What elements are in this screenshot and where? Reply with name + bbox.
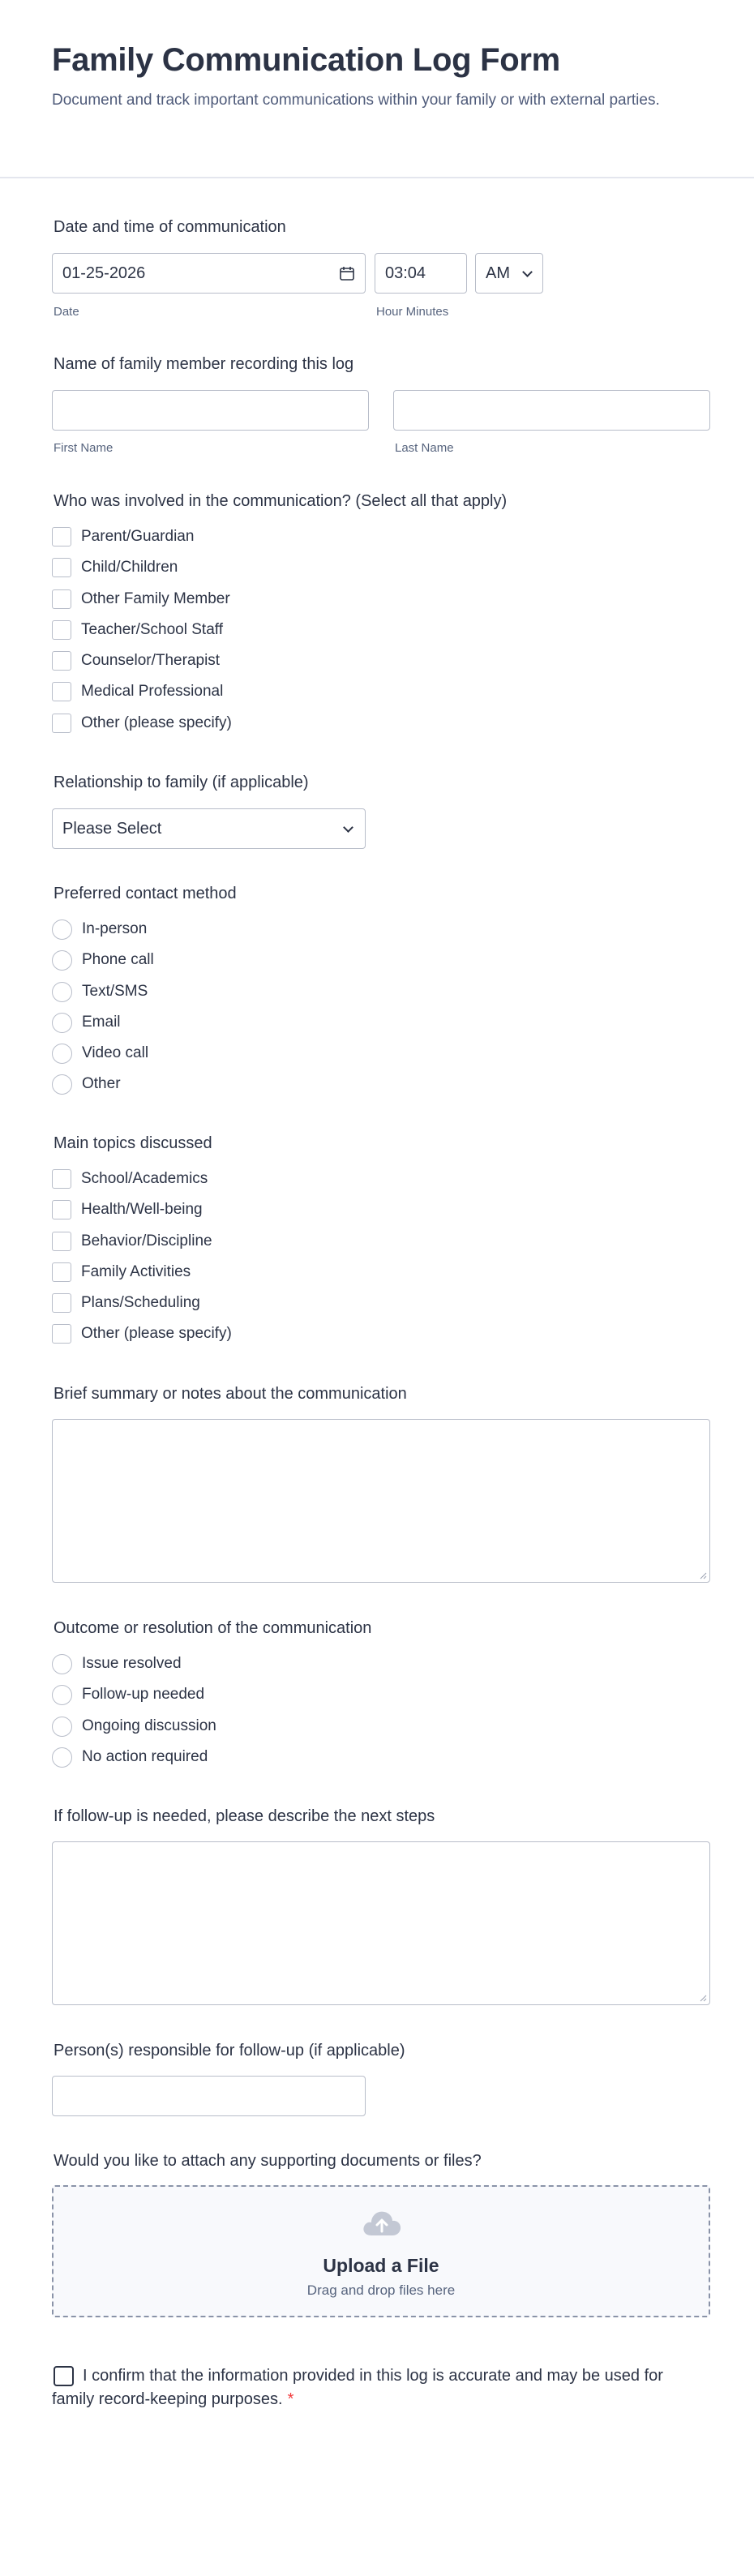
date-input[interactable] [52,253,366,294]
followup-label: If follow-up is needed, please describe the next steps [54,1807,435,1825]
resize-grip-icon[interactable] [699,1571,707,1579]
contact-option[interactable]: Other [52,1074,121,1095]
responsible-label: Person(s) responsible for follow-up (if applicable) [54,2042,405,2060]
time-sublabel: Hour Minutes [376,305,449,319]
radio[interactable] [52,950,72,971]
involved-option[interactable]: Child/Children [52,557,178,578]
radio[interactable] [52,1013,72,1033]
upload-subtitle: Drag and drop files here [306,2282,456,2298]
outcome-option[interactable]: Ongoing discussion [52,1716,216,1737]
responsible-input[interactable] [52,2076,366,2116]
chevron-down-icon [343,822,353,833]
checkbox[interactable] [52,682,71,701]
topic-option[interactable]: Plans/Scheduling [52,1292,200,1314]
time-input[interactable] [375,253,467,294]
checkbox[interactable] [52,620,71,640]
confirm-text: I confirm that the information provided in this log is accurate and may be used for family record-keeping purposes. [52,2367,663,2408]
contact-option[interactable]: Email [52,1012,121,1033]
contact-option[interactable]: Video call [52,1043,148,1064]
checkbox[interactable] [52,1262,71,1282]
outcome-option[interactable]: Issue resolved [52,1653,182,1674]
ampm-value: AM [486,264,510,282]
involved-option[interactable]: Other Family Member [52,589,230,610]
calendar-icon[interactable] [339,265,355,281]
last-name-input[interactable] [393,390,710,431]
checkbox[interactable] [52,1293,71,1313]
topic-option[interactable]: Behavior/Discipline [52,1231,212,1252]
ampm-select[interactable] [475,253,543,294]
attach-label: Would you like to attach any supporting documents or files? [54,2152,482,2170]
confirm-checkbox[interactable] [54,2366,74,2386]
involved-option[interactable]: Medical Professional [52,681,223,702]
form-subtitle: Document and track important communications within your family or with external parties. [52,92,660,109]
topic-option[interactable]: Other (please specify) [52,1323,232,1344]
summary-textarea[interactable] [52,1419,710,1583]
first-name-sublabel: First Name [54,441,114,455]
relationship-select[interactable] [52,808,366,849]
topic-option[interactable]: School/Academics [52,1168,208,1189]
outcome-option[interactable]: Follow-up needed [52,1684,204,1705]
relationship-selected: Please Select [62,819,162,838]
involved-label: Who was involved in the communication? (Select all that apply) [54,492,508,510]
contact-label: Preferred contact method [54,885,237,902]
relationship-label: Relationship to family (if applicable) [54,774,309,791]
contact-option[interactable]: In-person [52,919,147,940]
date-sublabel: Date [54,305,79,319]
radio[interactable] [52,1654,72,1674]
involved-option[interactable]: Parent/Guardian [52,526,194,547]
contact-option[interactable]: Phone call [52,949,154,971]
checkbox[interactable] [52,558,71,577]
topic-option[interactable]: Family Activities [52,1262,191,1283]
involved-option[interactable]: Counselor/Therapist [52,650,220,671]
resize-grip-icon[interactable] [699,1994,707,2002]
checkbox[interactable] [52,527,71,546]
involved-option[interactable]: Teacher/School Staff [52,619,223,641]
topics-label: Main topics discussed [54,1134,212,1152]
chevron-down-icon [522,267,533,277]
followup-textarea[interactable] [52,1841,710,2005]
time-value: 03:04 [385,264,426,282]
cloud-upload-icon [362,2208,402,2237]
outcome-option[interactable]: No action required [52,1747,208,1768]
radio[interactable] [52,1747,72,1768]
date-value: 01-25-2026 [62,264,146,282]
datetime-label: Date and time of communication [54,218,286,236]
checkbox[interactable] [52,1169,71,1189]
radio[interactable] [52,1685,72,1705]
radio[interactable] [52,1044,72,1064]
checkbox[interactable] [52,714,71,733]
recorder-label: Name of family member recording this log [54,355,354,373]
first-name-input[interactable] [52,390,369,431]
form-header [0,0,754,178]
file-upload-dropzone[interactable] [52,2185,710,2317]
checkbox[interactable] [52,651,71,671]
radio[interactable] [52,1717,72,1737]
outcome-label: Outcome or resolution of the communication [54,1619,372,1637]
upload-title: Upload a File [323,2255,439,2276]
checkbox[interactable] [52,1232,71,1251]
radio[interactable] [52,919,72,940]
checkbox[interactable] [52,589,71,609]
checkbox[interactable] [52,1324,71,1344]
form-title: Family Communication Log Form [52,42,560,78]
last-name-sublabel: Last Name [395,441,454,455]
checkbox[interactable] [52,1200,71,1219]
summary-label: Brief summary or notes about the communication [54,1385,407,1403]
required-mark: * [287,2390,294,2408]
involved-option[interactable]: Other (please specify) [52,713,232,734]
radio[interactable] [52,982,72,1002]
contact-option[interactable]: Text/SMS [52,981,148,1002]
topic-option[interactable]: Health/Well-being [52,1199,203,1220]
radio[interactable] [52,1074,72,1095]
confirm-text-block [52,2364,668,2411]
